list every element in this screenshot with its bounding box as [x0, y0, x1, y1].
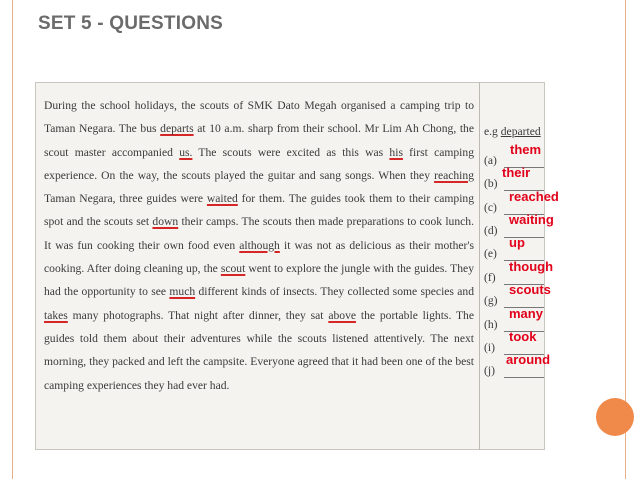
- passage-segment: at 10 a.m. sharp from their school. Mr Lim Ah Chong, the scout master accompanied: [44, 122, 474, 159]
- answer-text: though: [509, 259, 554, 274]
- passage-segment: many photographs. That night after dinner, they sat: [67, 308, 329, 322]
- passage-segment: first camping experience. On the way, the scouts played the guitar and sang songs. When they: [44, 145, 474, 182]
- answer-label: (a): [484, 154, 497, 167]
- error-word: reaching: [434, 168, 474, 182]
- error-word: scout: [220, 262, 246, 276]
- answer-label: (g): [484, 294, 498, 307]
- error-word: although: [239, 238, 280, 252]
- answer-text: up: [509, 235, 525, 250]
- error-word: above: [328, 308, 357, 322]
- answer-text: them: [510, 142, 542, 157]
- answer-label: (b): [484, 177, 498, 190]
- accent-circle: [596, 398, 634, 436]
- passage-segment: their camps. The scouts then made preparations to cook lunch. It was fun cooking their own food even: [44, 215, 474, 252]
- answer-blank: [504, 377, 544, 378]
- passage-segment: went to explore the jungle with the guides. They had the opportunity to see: [44, 262, 474, 299]
- answer-text: reached: [509, 189, 559, 204]
- answer-label: (f): [484, 271, 496, 284]
- error-word: waited: [206, 192, 238, 206]
- answer-label: (c): [484, 201, 497, 214]
- answer-text: took: [509, 329, 537, 344]
- error-word: much: [169, 285, 196, 299]
- error-word: takes: [44, 308, 68, 322]
- passage-segment: it was not as delicious as their mother's cooking. After doing cleaning up, the: [44, 238, 474, 276]
- error-word: down: [152, 215, 179, 229]
- error-word: departs: [160, 122, 194, 136]
- passage-segment: During the school holidays, the scouts of SMK Dato Megah organised a camping trip to Taman Negara. The bus: [44, 99, 474, 136]
- passage-segment: for them. The guides took them to their camping spot and the scouts set: [44, 192, 475, 229]
- answer-label: (d): [484, 224, 498, 237]
- example-word: departed: [500, 125, 541, 138]
- answer-text: around: [506, 352, 551, 367]
- answer-label: (e): [484, 247, 497, 260]
- answer-text: waiting: [509, 212, 554, 227]
- slide-title: SET 5 - QUESTIONS: [38, 13, 223, 34]
- left-border-line: [12, 0, 13, 479]
- example-row: [484, 125, 541, 138]
- error-word: his: [389, 145, 403, 159]
- answer-text: scouts: [509, 282, 551, 297]
- answer-label: (j): [484, 364, 495, 377]
- answer-label: (i): [484, 341, 495, 354]
- passage-segment: Taman Negara, three guides were: [44, 192, 207, 206]
- passage-segment: The scouts were excited as this was: [192, 145, 390, 159]
- passage-segment: the portable lights. The guides told them about their adventures while the scouts listened attentively. The next morning, they packed and left the campsite. Everyone agreed that it had been one of the best camping experiences they had ever had.: [44, 308, 474, 392]
- passage-segment: different kinds of insects. They collected some species and: [195, 285, 474, 299]
- answer-label: (h): [484, 318, 498, 331]
- error-word: us.: [179, 145, 193, 159]
- answer-text: many: [509, 306, 543, 321]
- passage-text: [44, 94, 474, 397]
- column-divider: [479, 82, 480, 450]
- example-prefix: e.g: [484, 125, 498, 138]
- answer-text: their: [502, 165, 531, 180]
